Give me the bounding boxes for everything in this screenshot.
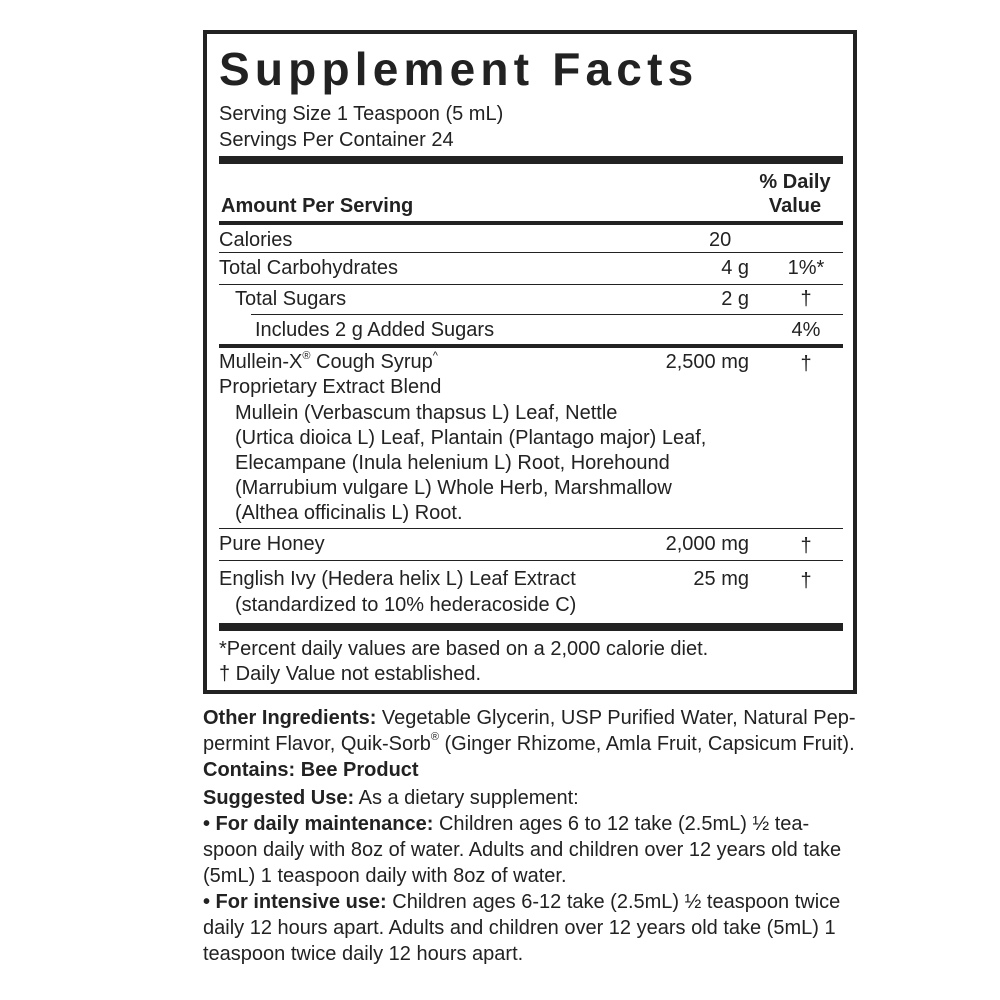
- blend-ingredient-line: Elecampane (Inula helenium L) Root, Horehound: [235, 452, 670, 474]
- sugars-label: Total Sugars: [235, 288, 347, 310]
- panel-title: Supplement Facts: [219, 43, 699, 95]
- other-ingredients-text: (Ginger Rhizome, Amla Fruit, Capsicum Fruit).: [438, 733, 855, 755]
- dv-header-line1: % Daily: [759, 171, 831, 193]
- row-divider: [219, 528, 843, 529]
- other-ingredients-text: permint Flavor, Quik-Sorb: [203, 733, 431, 755]
- carbs-dv: 1%*: [787, 257, 825, 279]
- honey-dv: †: [800, 535, 812, 557]
- blend-amount: 2,500 mg: [665, 351, 749, 373]
- registered-mark: ®: [302, 350, 311, 362]
- daily-maintenance-text: (5mL) 1 teaspoon daily with 8oz of water.: [203, 865, 567, 887]
- honey-label: Pure Honey: [219, 533, 325, 555]
- calories-label: Calories: [219, 229, 293, 251]
- registered-mark: ®: [430, 731, 439, 743]
- footnote-percent: *Percent daily values are based on a 2,000 calorie diet.: [219, 638, 709, 660]
- added-sugars-dv: 4%: [791, 319, 821, 341]
- daily-maintenance-text: spoon daily with 8oz of water. Adults and children over 12 years old take: [203, 839, 842, 861]
- divider-thick: [219, 156, 843, 164]
- blend-subtitle: Proprietary Extract Blend: [219, 376, 442, 398]
- row-divider: [251, 314, 843, 315]
- suggested-use-label: Suggested Use:: [203, 787, 355, 809]
- intensive-use-text: Children ages 6-12 take (2.5mL) ½ teaspoon twice: [386, 891, 841, 913]
- intensive-use-label: • For intensive use:: [203, 891, 387, 913]
- supplement-facts-panel: [203, 30, 857, 694]
- sugars-dv: †: [800, 288, 812, 310]
- suggested-use-text: As a dietary supplement:: [354, 787, 579, 809]
- serving-size: Serving Size 1 Teaspoon (5 mL): [219, 103, 504, 125]
- divider-thick: [219, 623, 843, 631]
- daily-maintenance-text: Children ages 6 to 12 take (2.5mL) ½ tea-: [433, 813, 810, 835]
- added-sugars-label: Includes 2 g Added Sugars: [255, 319, 495, 341]
- blend-dv: †: [800, 353, 812, 375]
- honey-amount: 2,000 mg: [665, 533, 749, 555]
- servings-per-container: Servings Per Container 24: [219, 129, 454, 151]
- blend-ingredient-line: (Marrubium vulgare L) Whole Herb, Marshmallow: [235, 477, 672, 499]
- carbs-label: Total Carbohydrates: [219, 257, 398, 279]
- amount-per-serving-header: Amount Per Serving: [221, 195, 414, 217]
- ivy-amount: 25 mg: [693, 568, 749, 590]
- ivy-label: English Ivy (Hedera helix L) Leaf Extract: [219, 568, 576, 590]
- blend-ingredient-line: (Althea officinalis L) Root.: [235, 502, 463, 524]
- row-divider: [219, 252, 843, 253]
- caret-mark: ^: [432, 350, 438, 362]
- intensive-use-text: teaspoon twice daily 12 hours apart.: [203, 943, 524, 965]
- blend-name: [219, 350, 438, 374]
- divider-medium: [219, 221, 843, 225]
- sugars-amount: 2 g: [721, 288, 749, 310]
- calories-amount: 20: [709, 229, 732, 251]
- footnote-dagger: † Daily Value not established.: [219, 663, 482, 685]
- carbs-amount: 4 g: [721, 257, 749, 279]
- blend-ingredient-line: Mullein (Verbascum thapsus L) Leaf, Nettle: [235, 402, 618, 424]
- other-ingredients-text: Vegetable Glycerin, USP Purified Water, Natural Pep-: [376, 707, 856, 729]
- blend-name-part1: Mullein-X: [219, 351, 303, 373]
- row-divider: [219, 560, 843, 561]
- ivy-label-line2: (standardized to 10% hederacoside C): [235, 594, 577, 616]
- intensive-use-text: daily 12 hours apart. Adults and children over 12 years old take (5mL) 1: [203, 917, 836, 939]
- divider-medium: [219, 344, 843, 348]
- ivy-dv: †: [800, 570, 812, 592]
- other-ingredients-label: Other Ingredients:: [203, 707, 377, 729]
- blend-name-part2: Cough Syrup: [310, 351, 433, 373]
- contains-statement: Contains: Bee Product: [203, 759, 419, 781]
- other-ingredients: [203, 705, 893, 757]
- daily-maintenance-label: • For daily maintenance:: [203, 813, 434, 835]
- row-divider: [219, 284, 843, 285]
- dv-header: [747, 170, 843, 218]
- suggested-use: [203, 785, 893, 967]
- blend-ingredient-line: (Urtica dioica L) Leaf, Plantain (Plantago major) Leaf,: [235, 427, 707, 449]
- dv-header-line2: Value: [768, 195, 822, 217]
